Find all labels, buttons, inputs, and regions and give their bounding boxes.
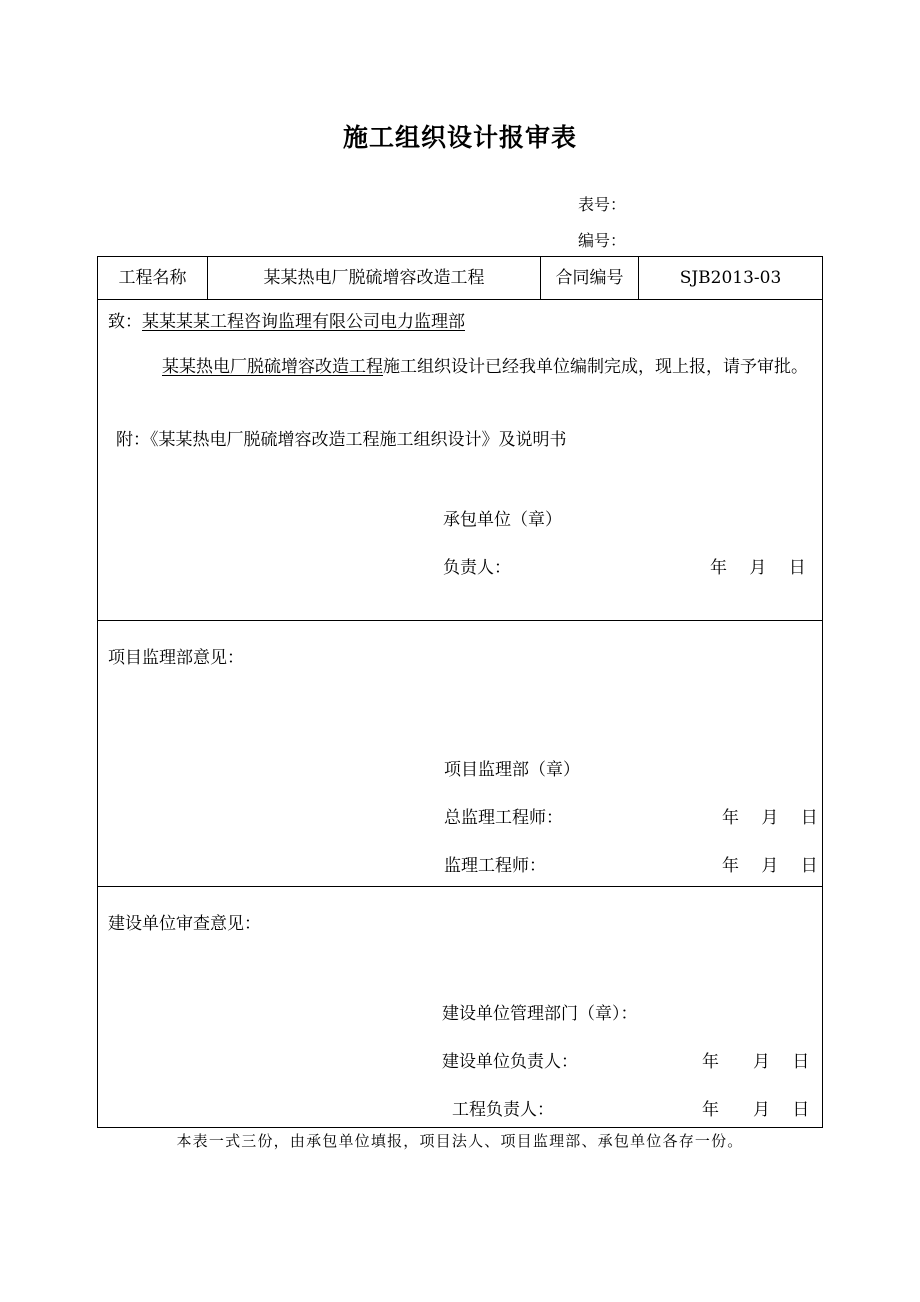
owner-review-section bbox=[98, 887, 822, 1129]
footnote: 本表一式三份，由承包单位填报，项目法人、项目监理部、承包单位各存一份。 bbox=[176, 1132, 744, 1150]
project-lead-label: 工程负责人： bbox=[452, 1100, 554, 1120]
recipient-value: 某某某某工程咨询监理有限公司电力监理部 bbox=[142, 312, 465, 332]
contract-no-label: 合同编号 bbox=[541, 257, 639, 299]
contract-no-value: SJB2013-03 bbox=[679, 268, 782, 288]
supervision-heading: 项目监理部意见： bbox=[108, 648, 244, 668]
recipient-line bbox=[108, 307, 465, 332]
attachment-line: 附：《某某热电厂脱硫增容改造工程施工组织设计》及说明书 bbox=[116, 430, 567, 450]
chief-engineer-label: 总监理工程师： bbox=[444, 808, 563, 828]
project-name-value: 某某热电厂脱硫增容改造工程 bbox=[208, 257, 541, 299]
recipient-label: 致： bbox=[108, 312, 142, 332]
date-field: 年 月 日 bbox=[710, 558, 806, 578]
approval-form-table bbox=[97, 256, 823, 1128]
submission-project: 某某热电厂脱硫增容改造工程 bbox=[162, 357, 383, 377]
owner-responsible-label: 建设单位负责人： bbox=[442, 1052, 578, 1072]
engineer-label: 监理工程师： bbox=[444, 856, 546, 876]
date-field: 年 月 日 bbox=[722, 808, 818, 828]
supervision-seal: 项目监理部（章） bbox=[444, 760, 580, 780]
date-field: 年 月 日 bbox=[702, 1052, 810, 1072]
owner-dept-seal: 建设单位管理部门（章）： bbox=[442, 1004, 638, 1024]
header-row bbox=[98, 257, 822, 300]
date-field: 年 月 日 bbox=[722, 856, 818, 876]
project-name-label: 工程名称 bbox=[98, 257, 208, 299]
contractor-seal: 承包单位（章） bbox=[443, 510, 562, 530]
submission-text: 施工组织设计已经我单位编制完成，现上报，请予审批。 bbox=[383, 357, 808, 377]
owner-review-heading: 建设单位审查意见： bbox=[108, 914, 261, 934]
serial-number-label: 编号： bbox=[578, 231, 627, 250]
form-number-label: 表号： bbox=[578, 195, 627, 214]
supervision-opinion-section bbox=[98, 621, 822, 887]
submission-paragraph bbox=[108, 350, 816, 384]
contractor-submission-section bbox=[98, 299, 822, 621]
date-field: 年 月 日 bbox=[702, 1100, 810, 1120]
responsible-person-label: 负责人： bbox=[443, 558, 511, 578]
page-title: 施工组织设计报审表 bbox=[342, 123, 577, 152]
